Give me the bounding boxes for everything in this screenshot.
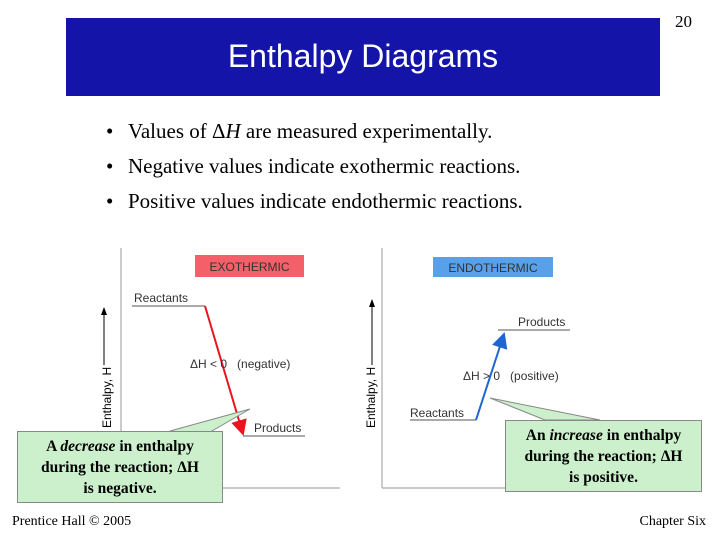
callout-line: is positive. <box>569 468 638 486</box>
callout-line: A decrease in enthalpy <box>46 437 194 455</box>
bullet-dot: • <box>106 154 114 178</box>
callout-line: is negative. <box>83 479 157 497</box>
endo-axis-label: Enthalpy, H <box>364 366 378 428</box>
bullet-text: Values of ΔH are measured experimentally. <box>128 119 493 143</box>
exo-products-label: Products <box>254 421 302 435</box>
endothermic-label: ENDOTHERMIC <box>448 261 538 275</box>
endo-delta-label: ΔH > 0 (positive) <box>463 369 559 383</box>
callout-right <box>505 420 702 492</box>
callout-right-pointer <box>490 398 600 420</box>
callout-left <box>17 431 223 503</box>
endo-reactants-label: Reactants <box>410 406 465 420</box>
callout-line: during the reaction; ΔH <box>41 458 199 476</box>
exo-delta-label: ΔH < 0 (negative) <box>190 357 291 371</box>
endo-products-label: Products <box>518 315 566 329</box>
bullet-text: Positive values indicate endothermic reactions. <box>128 189 523 213</box>
slide-number: 20 <box>675 12 692 31</box>
exo-reactants-label: Reactants <box>134 291 189 305</box>
slide-title: Enthalpy Diagrams <box>227 38 499 74</box>
callout-line: during the reaction; ΔH <box>524 447 683 465</box>
exo-axis-label: Enthalpy, H <box>100 366 114 428</box>
exothermic-label: EXOTHERMIC <box>209 260 290 274</box>
callout-line: An increase in enthalpy <box>525 426 682 444</box>
bullet-dot: • <box>106 119 114 143</box>
bullet-dot: • <box>106 189 114 213</box>
bullet-text: Negative values indicate exothermic reactions. <box>128 154 521 178</box>
footer-publisher: Prentice Hall © 2005 <box>12 514 132 529</box>
footer-chapter: Chapter Six <box>639 514 706 529</box>
